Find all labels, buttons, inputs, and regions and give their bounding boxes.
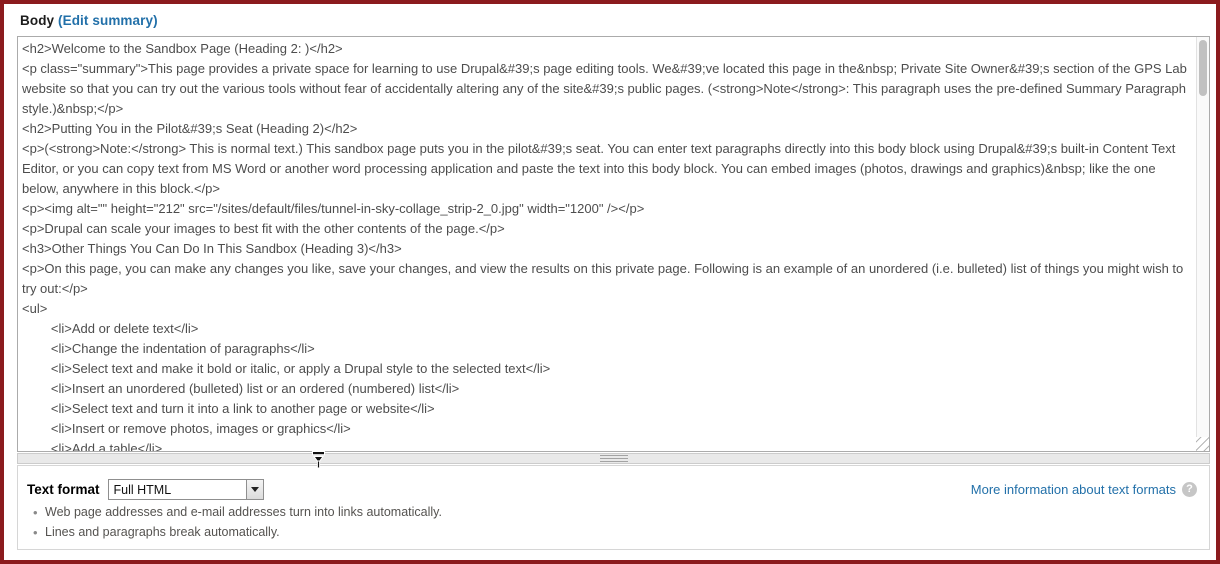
format-tip-item: • Lines and paragraphs break automatically. [32,524,442,541]
body-textarea[interactable] [17,36,1210,452]
format-tip-item: • Web page addresses and e-mail addresses turn into links automatically. [32,504,442,521]
help-icon[interactable]: ? [1182,482,1197,497]
body-field-label [20,13,158,28]
format-tips-list [32,504,442,544]
textarea-grippie-handle[interactable] [17,453,1210,464]
chevron-down-icon [246,480,263,499]
drag-handle-icon [600,455,628,462]
edit-summary-link[interactable]: (Edit summary) [58,13,158,28]
textarea-scrollbar-track[interactable] [1196,37,1209,437]
textarea-scrollbar-thumb[interactable] [1199,40,1207,96]
more-info-text-formats-link[interactable]: More information about text formats [970,481,1176,497]
text-format-row [27,478,1197,500]
textarea-resize-grip-icon[interactable] [1196,437,1209,451]
text-format-label: Text format [27,481,100,497]
text-format-selected-value: Full HTML [113,482,172,497]
format-help-group [971,482,1197,497]
body-label-text: Body [20,13,55,28]
text-format-select[interactable] [108,479,264,500]
text-format-section [17,465,1210,550]
